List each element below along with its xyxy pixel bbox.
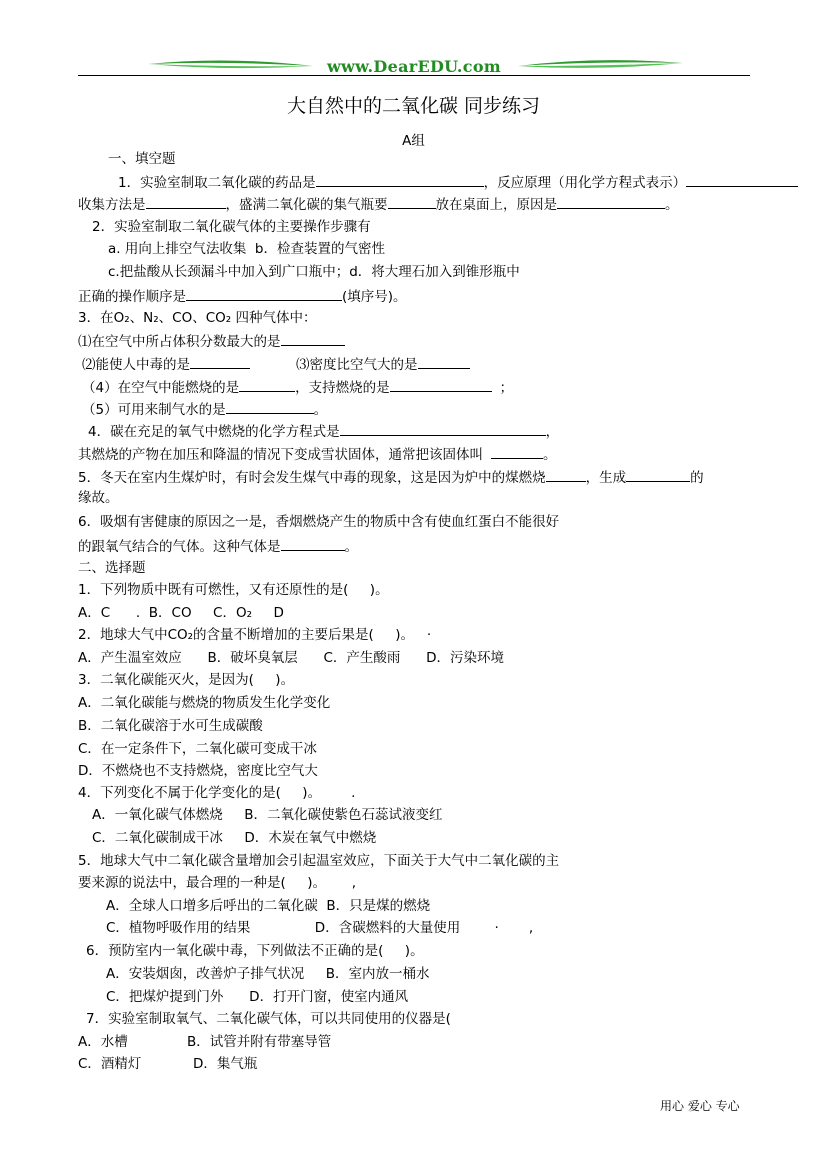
q1-text-b: ，反应原理（用化学方程式表示） — [483, 175, 687, 191]
section2-heading: 二、选择题 — [78, 560, 146, 576]
q5-blank-2[interactable] — [626, 467, 690, 482]
mc7-stem: 7．实验室制取氧气、二氧化碳气体，可以共同使用的仪器是( — [86, 1011, 451, 1027]
q1-blank-method[interactable] — [146, 194, 226, 209]
q5-text-a: 5．冬天在室内生煤炉时，有时会发生煤气中毒的现象，这是因为炉中的煤燃烧 — [78, 470, 546, 486]
q3-blank-4[interactable] — [239, 377, 295, 392]
q6-line1: 6．吸烟有害健康的原因之一是，香烟燃烧产生的物质中含有使血红蛋白不能很好 — [78, 514, 560, 530]
q1-text-d: ，盛满二氧化碳的集气瓶要 — [225, 197, 388, 213]
group-label: A组 — [402, 133, 425, 149]
q3-line5 — [82, 399, 327, 419]
q4-blank-equation[interactable] — [340, 421, 546, 436]
q2-text-e: (填序号)。 — [342, 289, 407, 305]
mc5-stem-1: 5．地球大气中二氧化碳含量增加会引起温室效应，下面关于大气中二氧化碳的主 — [78, 853, 560, 869]
q3-line3 — [82, 354, 470, 374]
q3-line1: 3．在O₂、N₂、CO、CO₂ 四种气体中： — [78, 310, 317, 326]
mc1-stem: 1．下列物质中既有可燃性，又有还原性的是( )。 — [78, 582, 389, 598]
q6-text-c: 。 — [344, 539, 358, 555]
q3-blank-5[interactable] — [390, 377, 492, 392]
q3-text-f: ，支持燃烧的是 — [295, 380, 390, 396]
q5-text-c: 的 — [690, 470, 704, 486]
q2-line4 — [78, 286, 407, 306]
q5-line2: 缘故。 — [78, 490, 119, 506]
section1-heading: 一、填空题 — [108, 151, 176, 167]
q4-line2 — [78, 444, 557, 464]
q4-text-a: 4．碳在充足的氧气中燃烧的化学方程式是 — [88, 424, 340, 440]
mc5-stem-2: 要来源的说法中，最合理的一种是( )。 , — [78, 875, 357, 891]
q2-blank-order[interactable] — [186, 286, 342, 301]
mc7-option-c: C．酒精灯 — [78, 1056, 142, 1072]
mc6-stem: 6．预防室内一氧化碳中毒，下列做法不正确的是( )。 — [86, 943, 424, 959]
site-logo[interactable]: www.DearEDU.com — [326, 57, 502, 76]
mc2-options: A．产生温室效应 B．破坏臭氧层 C．产生酸雨 D．污染环境 — [78, 650, 505, 666]
page-title: 大自然中的二氧化碳 同步练习 — [286, 95, 541, 117]
mc3-option-d: D．不燃烧也不支持燃烧，密度比空气大 — [78, 763, 318, 779]
header-divider — [78, 75, 750, 76]
mc3-option-b: B．二氧化碳溶于水可生成碳酸 — [78, 718, 263, 734]
mc4-stem: 4．下列变化不属于化学变化的是( )。 . — [78, 785, 356, 801]
q2-line1: 2．实验室制取二氧化碳气体的主要操作步骤有 — [92, 219, 371, 235]
q3-text-d: ⑶密度比空气大的是 — [296, 357, 418, 373]
q1-blank-equation[interactable] — [686, 172, 798, 187]
q1-blank-placement[interactable] — [388, 194, 436, 209]
q3-text-g: ； — [499, 380, 514, 396]
mc1-options: A．C . B．CO C．O₂ D — [78, 605, 284, 621]
q4-line1 — [88, 421, 559, 441]
q2-text-d: 正确的操作顺序是 — [78, 289, 186, 305]
q1-blank-reagents[interactable] — [316, 172, 484, 187]
mc5-options-ab: A．全球人口增多后呼出的二氧化碳 B．只是煤的燃烧 — [106, 898, 431, 914]
q4-blank-solid[interactable] — [491, 444, 543, 459]
q3-text-h: （5）可用来制气水的是 — [82, 402, 226, 418]
q1-line2 — [78, 194, 679, 214]
q3-blank-6[interactable] — [226, 399, 314, 414]
mc3-option-c: C．在一定条件下，二氧化碳可变成干冰 — [78, 741, 317, 757]
mc3-option-a: A．二氧化碳能与燃烧的物质发生化学变化 — [78, 695, 331, 711]
q3-blank-1[interactable] — [281, 331, 345, 346]
q3-text-i: 。 — [313, 402, 328, 418]
q3-text-b: ⑴在空气中所占体积分数最大的是 — [78, 334, 281, 350]
q4-text-d: 。 — [543, 447, 557, 463]
mc7-option-b: B．试管并附有带塞导管 — [187, 1034, 332, 1050]
q1-blank-reason[interactable] — [557, 194, 665, 209]
q6-line2 — [78, 536, 358, 556]
q1-text-a: 1．实验室制取二氧化碳的药品是 — [118, 175, 316, 191]
q1-text-e: 放在桌面上，原因是 — [435, 197, 557, 213]
q6-text-b: 的跟氧气结合的气体。这种气体是 — [78, 539, 281, 555]
q3-line4 — [82, 377, 513, 397]
q5-text-b: ，生成 — [585, 470, 627, 486]
mc2-stem: 2．地球大气中CO₂的含量不断增加的主要后果是( )。 · — [78, 627, 432, 643]
mc6-options-ab: A．安装烟囱，改善炉子排气状况 B．室内放一桶水 — [106, 966, 430, 982]
q3-text-c: ⑵能使人中毒的是 — [82, 357, 190, 373]
q1-line1 — [118, 172, 798, 192]
mc4-options-ab: A．一氧化碳气体燃烧 B．二氧化碳使紫色石蕊试液变红 — [92, 807, 443, 823]
q5-blank-1[interactable] — [546, 467, 586, 482]
mc7-option-a: A．水槽 — [78, 1034, 128, 1050]
mc6-options-cd: C．把煤炉提到门外 D．打开门窗，使室内通风 — [106, 989, 409, 1005]
mc5-options-cd: C．植物呼吸作用的结果 D．含碳燃料的大量使用 · , — [106, 920, 534, 936]
mc7-option-d: D．集气瓶 — [193, 1056, 258, 1072]
q4-text-c: 其燃烧的产物在加压和降温的情况下变成雪状固体，通常把该固体叫 — [78, 447, 483, 463]
q3-line2 — [78, 331, 345, 351]
q5-line1 — [78, 467, 704, 487]
footer-slogan: 用心 爱心 专心 — [660, 1099, 740, 1113]
q1-text-c: 收集方法是 — [78, 197, 146, 213]
mc3-stem: 3．二氧化碳能灭火，是因为( )。 — [78, 672, 295, 688]
q3-blank-2[interactable] — [190, 354, 250, 369]
q6-blank-gas[interactable] — [281, 536, 345, 551]
q4-text-b: ， — [545, 424, 560, 440]
q1-text-f: 。 — [665, 197, 679, 213]
q2-line3: c.把盐酸从长颈漏斗中加入到广口瓶中；d．将大理石加入到锥形瓶中 — [108, 264, 520, 280]
mc4-options-cd: C．二氧化碳制成干冰 D．木炭在氧气中燃烧 — [92, 830, 377, 846]
q2-line2: a. 用向上排空气法收集 b．检查装置的气密性 — [108, 241, 386, 257]
q3-text-e: （4）在空气中能燃烧的是 — [82, 380, 240, 396]
q3-blank-3[interactable] — [418, 354, 470, 369]
